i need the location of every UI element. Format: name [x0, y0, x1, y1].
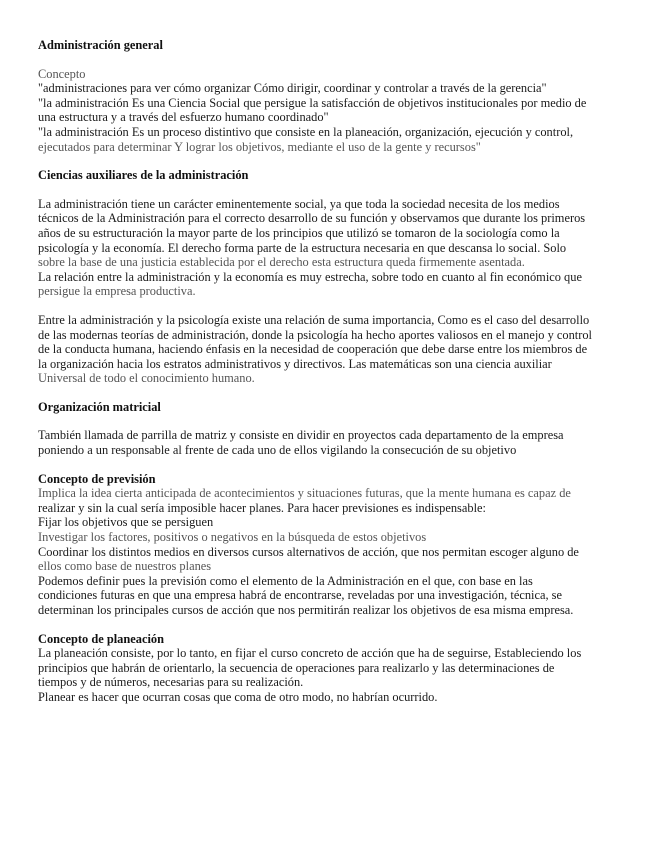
paragraph-line: poniendo a un responsable al frente de cada uno de ellos vigilando la consecución de su objetivo — [38, 443, 517, 458]
paragraph-line: de las modernas teorías de administración, donde la psicología ha hecho aportes valiosos en el manejo y control — [38, 327, 592, 342]
concept-label: Concepto — [38, 66, 86, 81]
definition-line: "la administración Es un proceso distintivo que consiste en la planeación, organización, ejecución y control, — [38, 124, 574, 139]
list-item: Investigar los factores, positivos o negativos en la búsqueda de estos objetivos — [38, 530, 427, 545]
definition-line: "la administración Es una Ciencia Social que persigue la satisfacción de objetivos institucionales por medio de — [38, 95, 587, 110]
paragraph-line: condiciones futuras en que una empresa habrá de encontrarse, reveladas por una investigación, técnica, se — [38, 588, 562, 603]
paragraph-line: psicología y la economía. El derecho forma parte de la estructura necesaria en que descansa lo social. Solo — [38, 240, 567, 255]
paragraph-line: realizar y sin la cual sería imposible hacer planes. Para hacer previsiones es indispensable: — [38, 500, 486, 515]
paragraph-line: Planear es hacer que ocurran cosas que coma de otro modo, no habrían ocurrido. — [38, 689, 438, 704]
paragraph-line: determinan los principales cursos de acción que nos permitirán realizar los objetivos de esa misma empresa. — [38, 603, 574, 617]
definition-line: "administraciones para ver cómo organizar Cómo dirigir, coordinar y controlar a través de la gerencia" — [38, 81, 547, 96]
paragraph-line: La planeación consiste, por lo tanto, en fijar el curso concreto de acción que ha de seguirse, Estableciendo los — [38, 646, 582, 661]
paragraph-line: principios que habrán de orientarlo, la secuencia de operaciones para realizarlo y las determinaciones de — [38, 660, 555, 675]
section-title-concepto-planeacion: Concepto de planeación — [38, 631, 164, 646]
document-page — [38, 38, 618, 705]
paragraph-line: técnicos de la Administración para el correcto desarrollo de su función y observamos que durante los primeros — [38, 211, 586, 226]
paragraph-line: Implica la idea cierta anticipada de acontecimientos y situaciones futuras, que la mente humana es capaz de — [38, 486, 571, 501]
paragraph-line: Entre la administración y la psicología existe una relación de suma importancia, Como es el caso del desarrollo — [38, 312, 590, 327]
paragraph-line: años de su estructuración la mayor parte de los principios que utilizó se tomaron de la sociología como la — [38, 225, 560, 240]
paragraph-line: La administración tiene un carácter eminentemente social, ya que toda la sociedad necesita de los medios — [38, 196, 560, 211]
paragraph-line: sobre la base de una justicia establecida por el derecho esta estructura queda firmemente asentada. — [38, 255, 525, 270]
section-title-administracion-general: Administración general — [38, 38, 163, 52]
paragraph-line: Universal de todo el conocimiento humano. — [38, 371, 255, 386]
list-item: Fijar los objetivos que se persiguen — [38, 515, 214, 530]
paragraph-line: de la conducta humana, haciendo énfasis en la necesidad de cooperación que debe darse entre los miembros de — [38, 342, 588, 357]
list-item: Coordinar los distintos medios en diversos cursos alternativos de acción, que nos permitan escoger alguno de — [38, 544, 579, 559]
paragraph-line: persigue la empresa productiva. — [38, 284, 196, 299]
paragraph-line: También llamada de parrilla de matriz y consiste en dividir en proyectos cada departamento de la empresa — [38, 428, 564, 443]
definition-line: una estructura y a través del esfuerzo humano coordinado" — [38, 110, 329, 125]
definition-line: ejecutados para determinar Y lograr los objetivos, mediante el uso de la gente y recursos" — [38, 139, 481, 154]
section-title-organizacion-matricial: Organización matricial — [38, 399, 161, 414]
section-title-ciencias-auxiliares: Ciencias auxiliares de la administración — [38, 168, 249, 183]
paragraph-line: tiempos y de números, necesarias para su realización. — [38, 675, 304, 690]
list-item: ellos como base de nuestros planes — [38, 559, 212, 574]
section-title-concepto-prevision: Concepto de previsión — [38, 471, 156, 486]
paragraph-line: la organización hacia los estratos administrativos y directivos. Las matemáticas son una ciencia auxiliar — [38, 356, 552, 371]
paragraph-line: Podemos definir pues la previsión como el elemento de la Administración en el que, con base en las — [38, 573, 533, 588]
paragraph-line: La relación entre la administración y la economía es muy estrecha, sobre todo en cuanto al fin económico que — [38, 269, 582, 284]
